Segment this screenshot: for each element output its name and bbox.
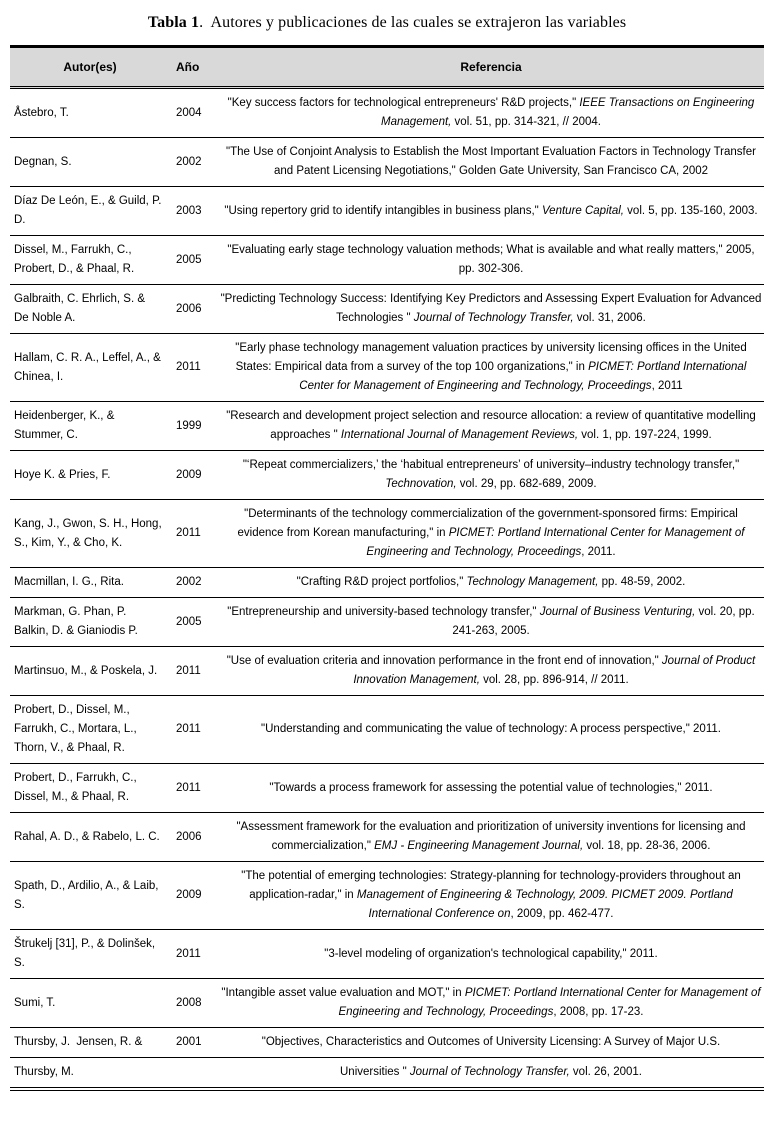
reference-cell (218, 138, 764, 187)
reference-text: "Key success factors for technological entrepreneurs' R&D projects," (227, 97, 580, 109)
year-cell: 2003 (170, 187, 218, 236)
author-cell: Dissel, M., Farrukh, C., Probert, D., & Phaal, R. (10, 236, 170, 285)
column-header-year: Año (170, 47, 218, 88)
author-cell: Rahal, A. D., & Rabelo, L. C. (10, 813, 170, 862)
reference-text: "The Use of Conjoint Analysis to Establish the Most Important Evaluation Factors in Technology Transfer and Patent Licensing Negotiations," Golden Gate University, San Francisco CA, 2002 (226, 146, 756, 177)
author-cell: Thursby, M. (10, 1058, 170, 1090)
table-row (10, 862, 764, 930)
column-header-reference: Referencia (218, 47, 764, 88)
reference-cell (218, 88, 764, 138)
reference-text: "Early phase technology management valuation practices by university licensing offices in the United States: Empirical data from a survey of the top 100 organizations," in (235, 342, 747, 373)
author-cell: Thursby, J. Jensen, R. & (10, 1028, 170, 1058)
author-cell: Degnan, S. (10, 138, 170, 187)
author-cell: Galbraith, C. Ehrlich, S. & De Noble A. (10, 285, 170, 334)
reference-cell (218, 862, 764, 930)
author-cell: Díaz De León, E., & Guild, P. D. (10, 187, 170, 236)
table-row (10, 568, 764, 598)
year-cell: 2011 (170, 696, 218, 764)
reference-text: "Crafting R&D project portfolios," (296, 576, 467, 588)
table-row (10, 1058, 764, 1090)
reference-text: Universities " (340, 1066, 410, 1078)
author-cell: Hallam, C. R. A., Leffel, A., & Chinea, I. (10, 334, 170, 402)
year-cell: 2002 (170, 568, 218, 598)
table-row (10, 598, 764, 647)
reference-text: "Predicting Technology Success: Identifying Key Predictors and Assessing Expert Evaluation for Advanced Technologies " (220, 293, 762, 324)
reference-text: "Use of evaluation criteria and innovation performance in the front end of innovation," (226, 655, 662, 667)
table-row (10, 187, 764, 236)
references-table-body (10, 88, 764, 1090)
reference-text: "Entrepreneurship and university-based technology transfer," (227, 606, 540, 618)
year-cell: 2005 (170, 598, 218, 647)
reference-cell (218, 236, 764, 285)
reference-cell (218, 402, 764, 451)
table-caption-label: Tabla 1 (147, 14, 200, 31)
table-row (10, 930, 764, 979)
column-header-authors: Autor(es) (10, 47, 170, 88)
reference-journal-title: PICMET: Portland International Center for Management of Engineering and Technology, Proceedings (299, 361, 747, 392)
reference-text: "Determinants of the technology commercialization of the government-sponsored firms: Empirical evidence from Korean manufacturing," in (237, 508, 738, 539)
table-row (10, 88, 764, 138)
reference-text: "3-level modeling of organization's technological capability," 2011. (324, 947, 658, 960)
table-row (10, 451, 764, 500)
reference-text: , 2011. (581, 546, 616, 558)
table-caption-text: . Autores y publicaciones de las cuales se extrajeron las variables (199, 14, 627, 31)
reference-cell (218, 500, 764, 568)
author-cell: Probert, D., Dissel, M., Farrukh, C., Mortara, L., Thorn, V., & Phaal, R. (10, 696, 170, 764)
reference-text: vol. 29, pp. 682-689, 2009. (456, 478, 597, 490)
table-row (10, 138, 764, 187)
table-row (10, 236, 764, 285)
year-cell: 2005 (170, 236, 218, 285)
reference-cell (218, 647, 764, 696)
year-cell: 2001 (170, 1028, 218, 1058)
author-cell: Macmillan, I. G., Rita. (10, 568, 170, 598)
reference-text: "Assessment framework for the evaluation and prioritization of university inventions for licensing and commercialization," (236, 821, 746, 852)
table-row (10, 647, 764, 696)
table-row (10, 979, 764, 1028)
author-cell: Heidenberger, K., & Stummer, C. (10, 402, 170, 451)
author-cell: Probert, D., Farrukh, C., Dissel, M., & Phaal, R. (10, 764, 170, 813)
author-cell: Martinsuo, M., & Poskela, J. (10, 647, 170, 696)
author-cell: Kang, J., Gwon, S. H., Hong, S., Kim, Y., & Cho, K. (10, 500, 170, 568)
reference-text: vol. 18, pp. 28-36, 2006. (583, 840, 711, 852)
reference-journal-title: Journal of Technology Transfer, (413, 312, 574, 324)
reference-text: vol. 5, pp. 135-160, 2003. (623, 204, 758, 217)
reference-journal-title: Journal of Technology Transfer, (409, 1066, 570, 1078)
reference-cell (218, 285, 764, 334)
reference-text: vol. 31, 2006. (573, 312, 646, 324)
reference-cell (218, 1028, 764, 1058)
reference-text: "Objectives, Characteristics and Outcomes of University Licensing: A Survey of Major U.S. (261, 1036, 721, 1048)
reference-cell (218, 598, 764, 647)
reference-text: "The potential of emerging technologies: Strategy-planning for technology-providers throughout an application-radar," in (241, 870, 741, 901)
year-cell: 2008 (170, 979, 218, 1028)
reference-journal-title: IEEE Transactions on Engineering Management, (381, 97, 755, 128)
reference-text: "Towards a process framework for assessing the potential value of technologies," 2011. (269, 781, 713, 794)
author-cell: Hoye K. & Pries, F. (10, 451, 170, 500)
reference-journal-title: EMJ - Engineering Management Journal, (374, 840, 584, 852)
reference-text: "Intangible asset value evaluation and MOT," in (221, 987, 465, 999)
year-cell (170, 1058, 218, 1090)
reference-journal-title: PICMET: Portland International Center for Management of Engineering and Technology, Proceedings (338, 987, 761, 1018)
reference-journal-title: International Journal of Management Reviews, (340, 429, 579, 441)
table-row (10, 402, 764, 451)
reference-journal-title: Journal of Business Venturing, (539, 606, 696, 618)
references-table-header (10, 47, 764, 88)
year-cell: 1999 (170, 402, 218, 451)
author-cell: Sumi, T. (10, 979, 170, 1028)
reference-cell (218, 334, 764, 402)
references-table (10, 45, 764, 1091)
table-row (10, 1028, 764, 1058)
table-caption (10, 14, 764, 32)
author-cell: Štrukelj [31], P., & Dolinšek, S. (10, 930, 170, 979)
reference-journal-title: Venture Capital, (541, 204, 624, 217)
year-cell: 2011 (170, 647, 218, 696)
year-cell: 2011 (170, 500, 218, 568)
year-cell: 2006 (170, 813, 218, 862)
year-cell: 2011 (170, 764, 218, 813)
reference-cell (218, 696, 764, 764)
year-cell: 2009 (170, 862, 218, 930)
reference-journal-title: Technology Management, (466, 576, 599, 588)
year-cell: 2011 (170, 930, 218, 979)
reference-journal-title: Technovation, (385, 478, 457, 490)
reference-text: vol. 28, pp. 896-914, // 2011. (479, 674, 629, 686)
reference-text: , 2008, pp. 17-23. (553, 1006, 644, 1018)
header-row (10, 47, 764, 88)
year-cell: 2004 (170, 88, 218, 138)
reference-text: "Understanding and communicating the value of technology: A process perspective," 2011. (261, 723, 721, 735)
reference-text: vol. 26, 2001. (569, 1066, 642, 1078)
author-cell: Spath, D., Ardilio, A., & Laib, S. (10, 862, 170, 930)
reference-text: vol. 20, pp. 241-263, 2005. (452, 606, 755, 637)
author-cell: Markman, G. Phan, P. Balkin, D. & Gianiodis P. (10, 598, 170, 647)
reference-journal-title: Journal of Product Innovation Management, (353, 655, 756, 686)
reference-text: "‘Repeat commercializers,’ the ‘habitual entrepreneurs’ of university–industry technology transfer," (242, 459, 740, 471)
table-row (10, 696, 764, 764)
table-row (10, 500, 764, 568)
reference-text: pp. 48-59, 2002. (598, 576, 686, 588)
reference-cell (218, 451, 764, 500)
reference-text: "Using repertory grid to identify intangibles in business plans," (224, 204, 542, 217)
reference-journal-title: PICMET: Portland International Center for Management of Engineering and Technology, Proceedings (366, 527, 745, 558)
reference-cell (218, 930, 764, 979)
reference-text: vol. 1, pp. 197-224, 1999. (578, 429, 712, 441)
table-row (10, 334, 764, 402)
reference-text: , 2009, pp. 462-477. (510, 908, 614, 920)
reference-text: "Research and development project selection and resource allocation: a review of quantitative modelling approaches " (226, 410, 756, 441)
reference-text: , 2011 (651, 380, 683, 392)
reference-text: "Evaluating early stage technology valuation methods; What is available and what really matters," 2005, pp. 302-306. (227, 244, 755, 275)
reference-cell (218, 979, 764, 1028)
year-cell: 2009 (170, 451, 218, 500)
year-cell: 2011 (170, 334, 218, 402)
reference-cell (218, 1058, 764, 1090)
year-cell: 2002 (170, 138, 218, 187)
reference-cell (218, 568, 764, 598)
reference-cell (218, 764, 764, 813)
table-row (10, 813, 764, 862)
author-cell: Åstebro, T. (10, 88, 170, 138)
reference-text: vol. 51, pp. 314-321, // 2004. (451, 116, 601, 128)
table-row (10, 285, 764, 334)
reference-cell (218, 187, 764, 236)
year-cell: 2006 (170, 285, 218, 334)
table-row (10, 764, 764, 813)
reference-cell (218, 813, 764, 862)
reference-journal-title: Management of Engineering & Technology, 2009. PICMET 2009. Portland International Conference on (356, 889, 733, 920)
